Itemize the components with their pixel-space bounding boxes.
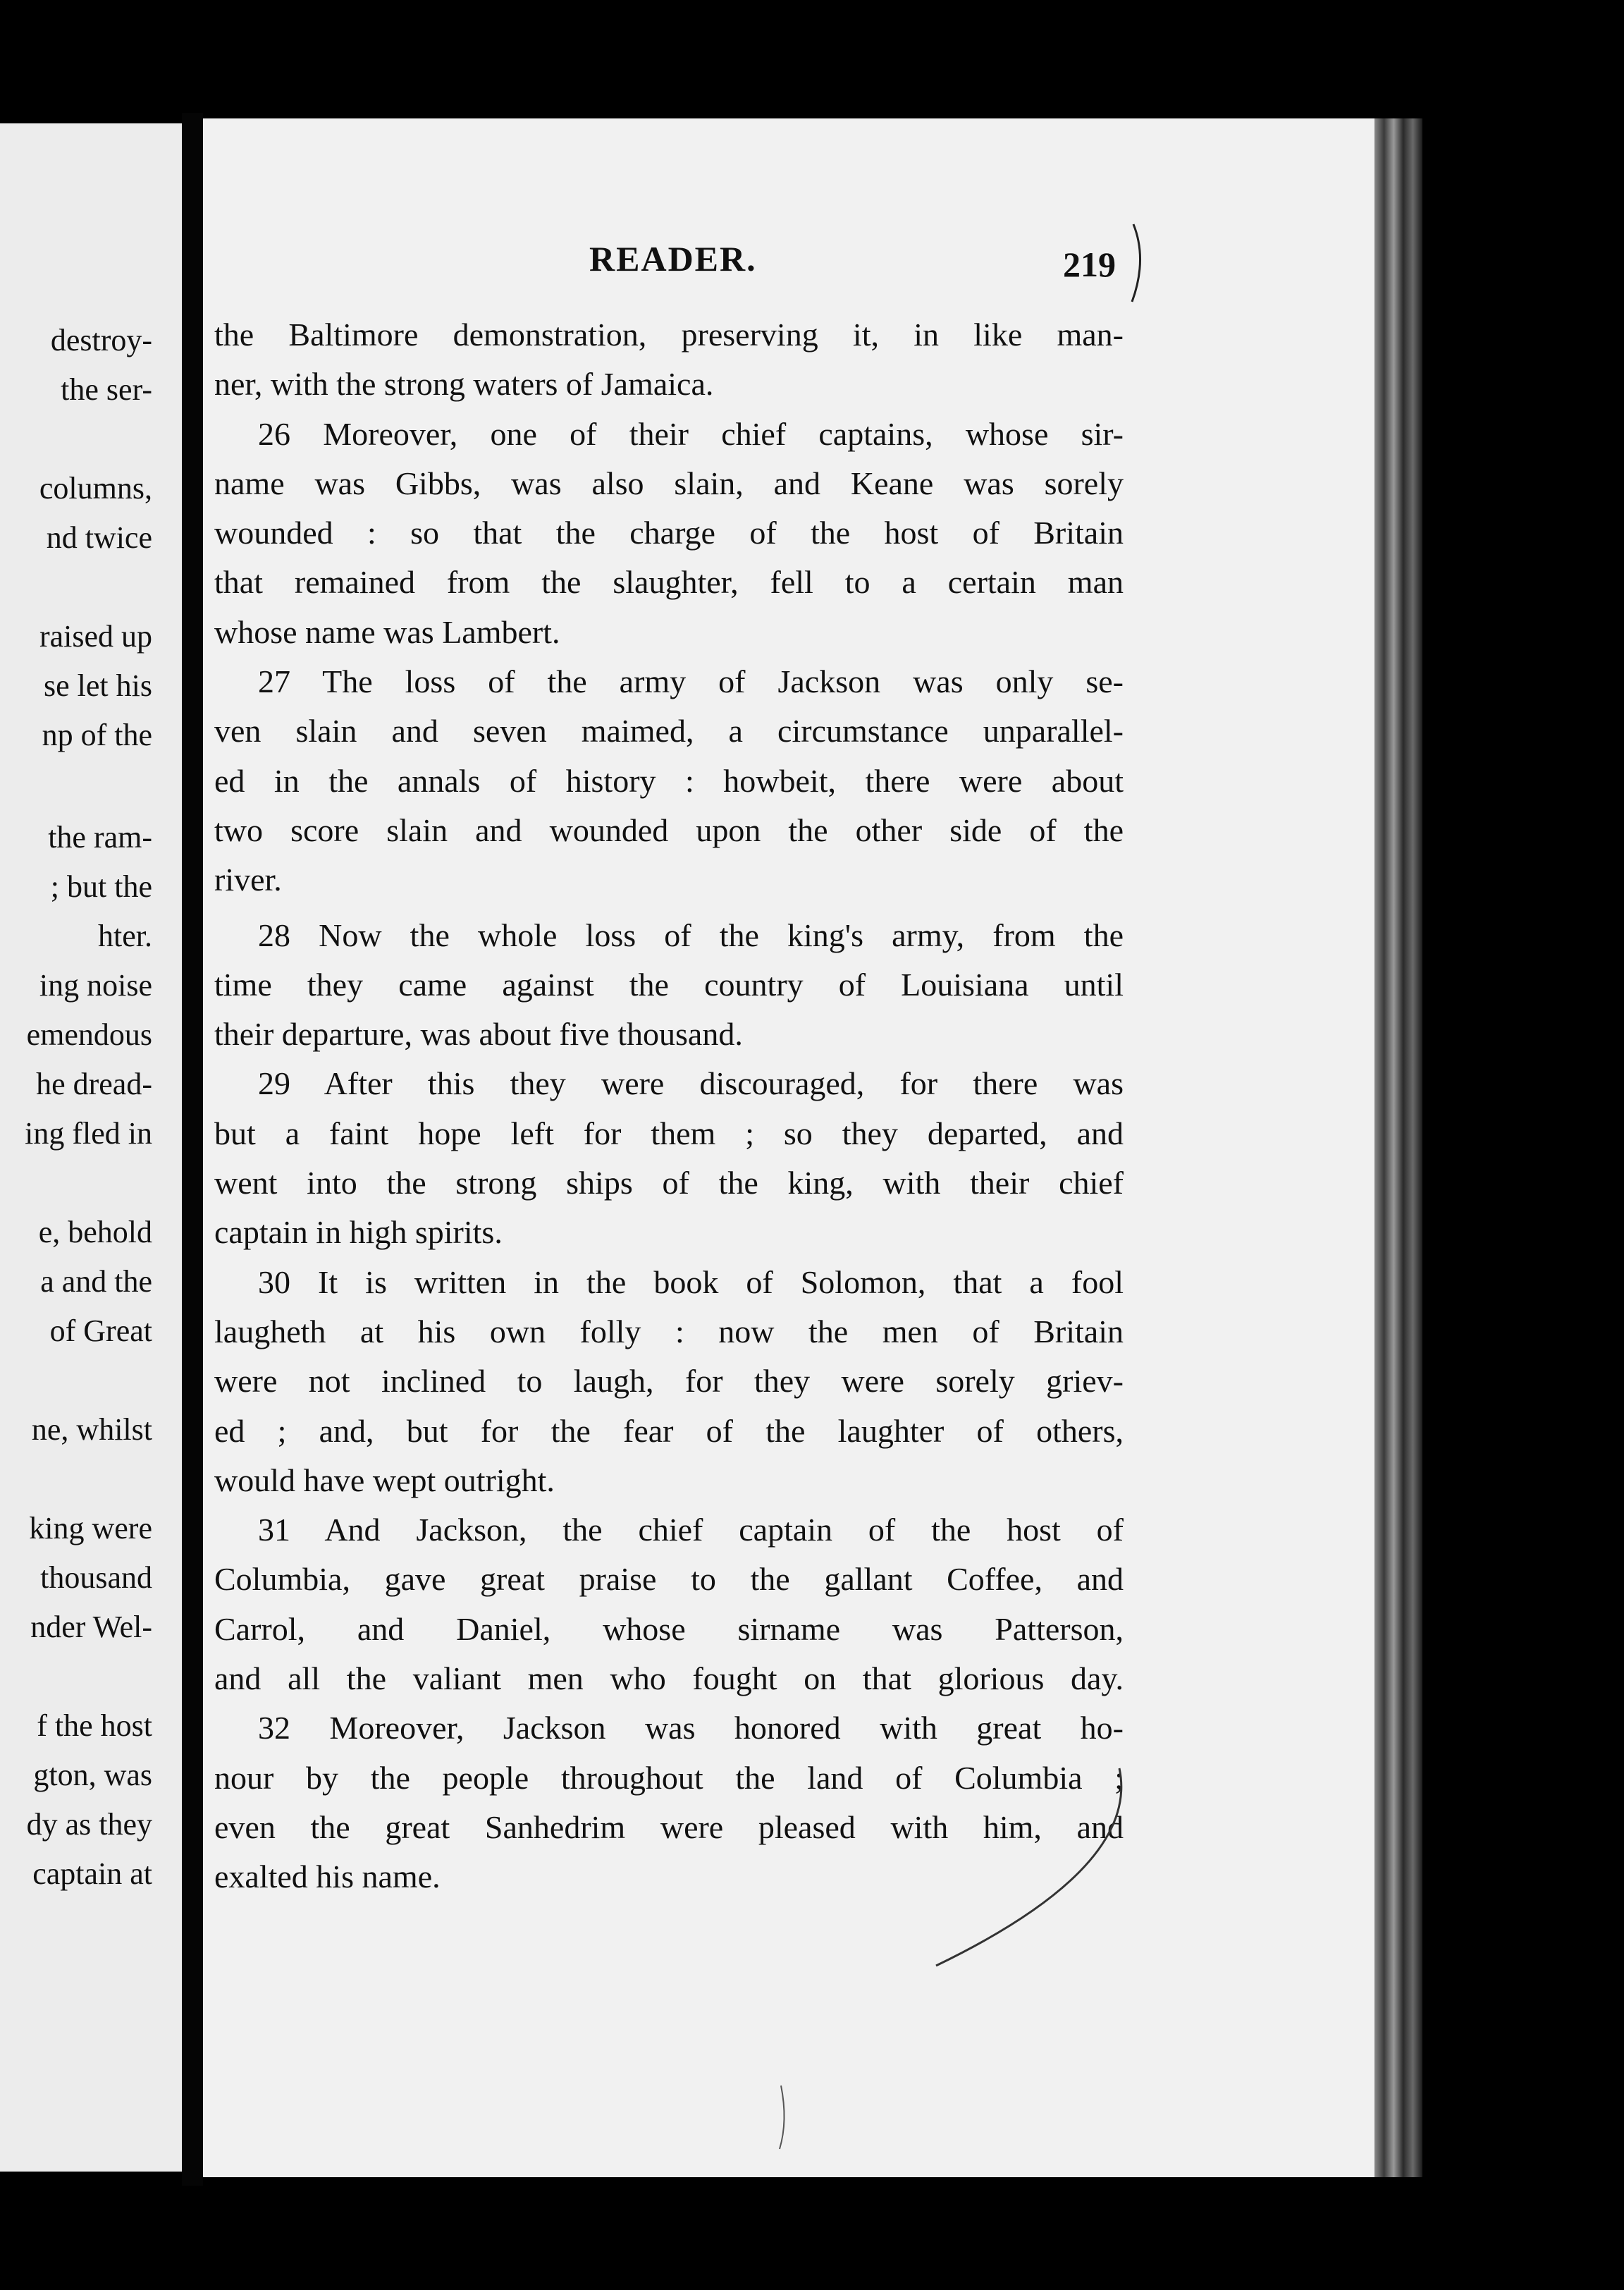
verse-26-line: 26 Moreover, one of their chief captains, whose sir- xyxy=(258,415,1124,452)
left-page-line: nder Wel- xyxy=(30,1610,152,1644)
text-line: were not inclined to laugh, for they were sorely griev- xyxy=(214,1363,1124,1400)
text-line: whose name was Lambert. xyxy=(214,613,560,650)
text-line: river. xyxy=(214,862,282,898)
page-body xyxy=(214,310,1124,1902)
right-page xyxy=(203,118,1374,2177)
left-page-line: ne, whilst xyxy=(31,1412,152,1447)
left-page-line: se let his xyxy=(44,668,152,703)
text-line: name was Gibbs, was also slain, and Keane was sorely xyxy=(214,465,1124,501)
text-line: but a faint hope left for them ; so they departed, and xyxy=(214,1115,1124,1151)
left-page-line: the ser- xyxy=(61,372,152,407)
left-page-line: e, behold xyxy=(38,1215,152,1249)
left-page-line: columns, xyxy=(39,471,152,506)
text-line: and all the valiant men who fought on that glorious day. xyxy=(214,1660,1124,1697)
verse-29-line: 29 After this they were discouraged, for there was xyxy=(258,1065,1124,1102)
text-line: would have wept outright. xyxy=(214,1462,555,1498)
left-page-line: he dread- xyxy=(36,1067,152,1101)
text-line: even the great Sanhedrim were pleased with him, and xyxy=(214,1808,1124,1845)
left-page-line: ing noise xyxy=(39,968,152,1003)
left-page-line: a and the xyxy=(40,1264,152,1299)
page-number: 219 xyxy=(1063,245,1116,284)
left-page-line: np of the xyxy=(42,718,152,752)
left-page-line: ing fled in xyxy=(25,1116,152,1151)
text-line: laugheth at his own folly : now the men of Britain xyxy=(214,1313,1124,1349)
left-page-line: raised up xyxy=(39,619,152,654)
verse-31-line: 31 And Jackson, the chief captain of the host of xyxy=(258,1512,1124,1548)
page-stack-edge xyxy=(1374,118,1422,2177)
text-line: ed ; and, but for the fear of the laughter of others, xyxy=(214,1412,1124,1449)
left-page-line: f the host xyxy=(37,1708,152,1743)
verse-32-line: 32 Moreover, Jackson was honored with great ho- xyxy=(258,1710,1124,1746)
verse-27-line: 27 The loss of the army of Jackson was only se- xyxy=(258,663,1124,700)
text-line: ner, with the strong waters of Jamaica. xyxy=(214,366,714,403)
text-line: time they came against the country of Louisiana until xyxy=(214,966,1124,1003)
text-line: exalted his name. xyxy=(214,1859,441,1895)
text-line: captain in high spirits. xyxy=(214,1214,503,1251)
left-page-line: hter. xyxy=(98,919,152,953)
left-page-line: ; but the xyxy=(50,869,152,904)
book-gutter xyxy=(182,113,203,2186)
left-page-line: gton, was xyxy=(33,1758,152,1792)
text-line: nour by the people throughout the land of Columbia ; xyxy=(214,1759,1124,1796)
left-page-line: dy as they xyxy=(26,1807,152,1842)
left-page-line: of Great xyxy=(49,1314,152,1348)
running-head: READER. xyxy=(589,239,757,278)
text-line: ed in the annals of history : howbeit, there were about xyxy=(214,762,1124,799)
left-page-line: emendous xyxy=(26,1017,152,1052)
left-page-line: destroy- xyxy=(50,323,152,357)
text-line: two score slain and wounded upon the other side of the xyxy=(214,812,1124,848)
text-line: wounded : so that the charge of the host of Britain xyxy=(214,515,1124,551)
left-page-line: the ram- xyxy=(48,820,152,855)
verse-30-line: 30 It is written in the book of Solomon, that a fool xyxy=(258,1263,1124,1300)
text-line: went into the strong ships of the king, with their chief xyxy=(214,1165,1124,1201)
text-line: ven slain and seven maimed, a circumstance unparallel- xyxy=(214,713,1124,749)
left-page-line: king were xyxy=(29,1511,152,1545)
text-line: Columbia, gave great praise to the gallant Coffee, and xyxy=(214,1561,1124,1598)
text-line: the Baltimore demonstration, preserving it, in like man- xyxy=(214,317,1124,353)
text-line: their departure, was about five thousand. xyxy=(214,1016,743,1053)
left-page-line: nd twice xyxy=(46,520,152,555)
left-page-line: thousand xyxy=(40,1560,152,1595)
verse-28-line: 28 Now the whole loss of the king's army, from the xyxy=(258,917,1124,953)
text-line: that remained from the slaughter, fell to a certain man xyxy=(214,564,1124,601)
left-page-line: captain at xyxy=(32,1856,152,1891)
left-page-fragment xyxy=(0,123,182,2172)
text-line: Carrol, and Daniel, whose sirname was Patterson, xyxy=(214,1610,1124,1647)
